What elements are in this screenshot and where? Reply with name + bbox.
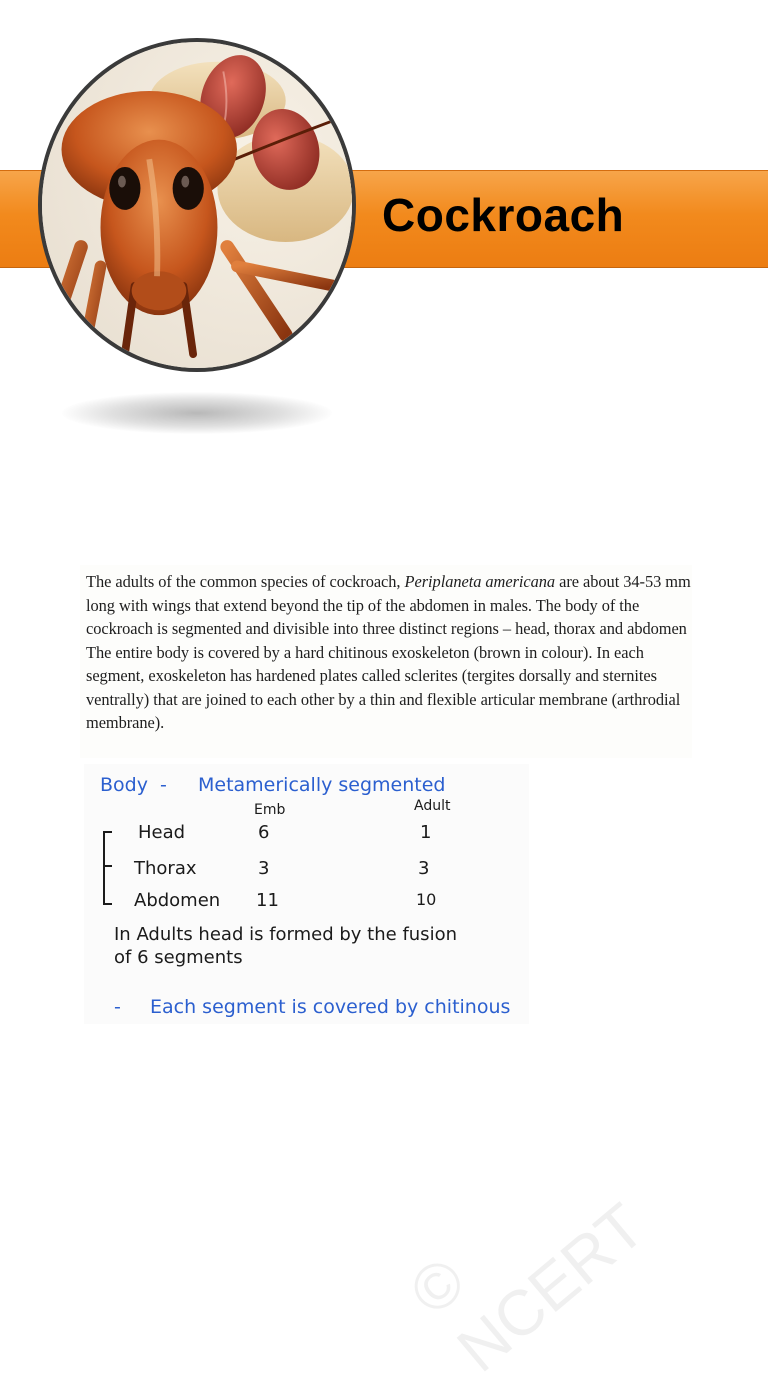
watermark: © NCERT (396, 1189, 658, 1386)
row-label: Head (138, 822, 186, 843)
notes-heading-dash: - (160, 774, 167, 796)
handwritten-notes (84, 764, 529, 1024)
row-label: Thorax (134, 858, 197, 879)
row-adult: 3 (418, 858, 430, 879)
row-adult: 10 (416, 890, 437, 909)
note-line-3-dash: - (114, 996, 121, 1018)
notes-body-label: Body (100, 774, 148, 796)
note-line-1: In Adults head is formed by the fusion (114, 924, 457, 945)
row-label: Abdomen (134, 890, 221, 911)
textbook-paragraph-2: The entire body is covered by a hard chitinous exoskeleton (brown in colour). In each segment, exoskeleton has hardened plates called sclerites (tergites dorsally and sternites ventrally) that are joined to each other by a thin and flexible articular membrane (arthrodial membrane). (86, 642, 681, 732)
textbook-paragraph-1: The adults of the common species of cockroach, Periplaneta americana are about 34-53 mm long with wings that extend beyond the tip of the abdomen in males. The body of the cockroach is segmented and divisible into three distinct regions – head, thorax and abdomen (86, 572, 691, 638)
row-emb: 3 (258, 858, 270, 879)
col-adult: Adult (414, 798, 451, 814)
col-emb: Emb (254, 802, 286, 818)
note-line-3: Each segment is covered by chitinous (150, 996, 511, 1018)
image-shadow (62, 392, 332, 434)
row-adult: 1 (420, 822, 432, 843)
note-line-2: of 6 segments (114, 947, 243, 968)
page-title: Cockroach (382, 189, 625, 241)
cockroach-image (38, 38, 356, 372)
species-name: Periplaneta americana (404, 572, 556, 591)
notes-heading: Metamerically segmented (198, 774, 446, 796)
row-emb: 11 (256, 890, 279, 911)
row-emb: 6 (258, 822, 270, 843)
